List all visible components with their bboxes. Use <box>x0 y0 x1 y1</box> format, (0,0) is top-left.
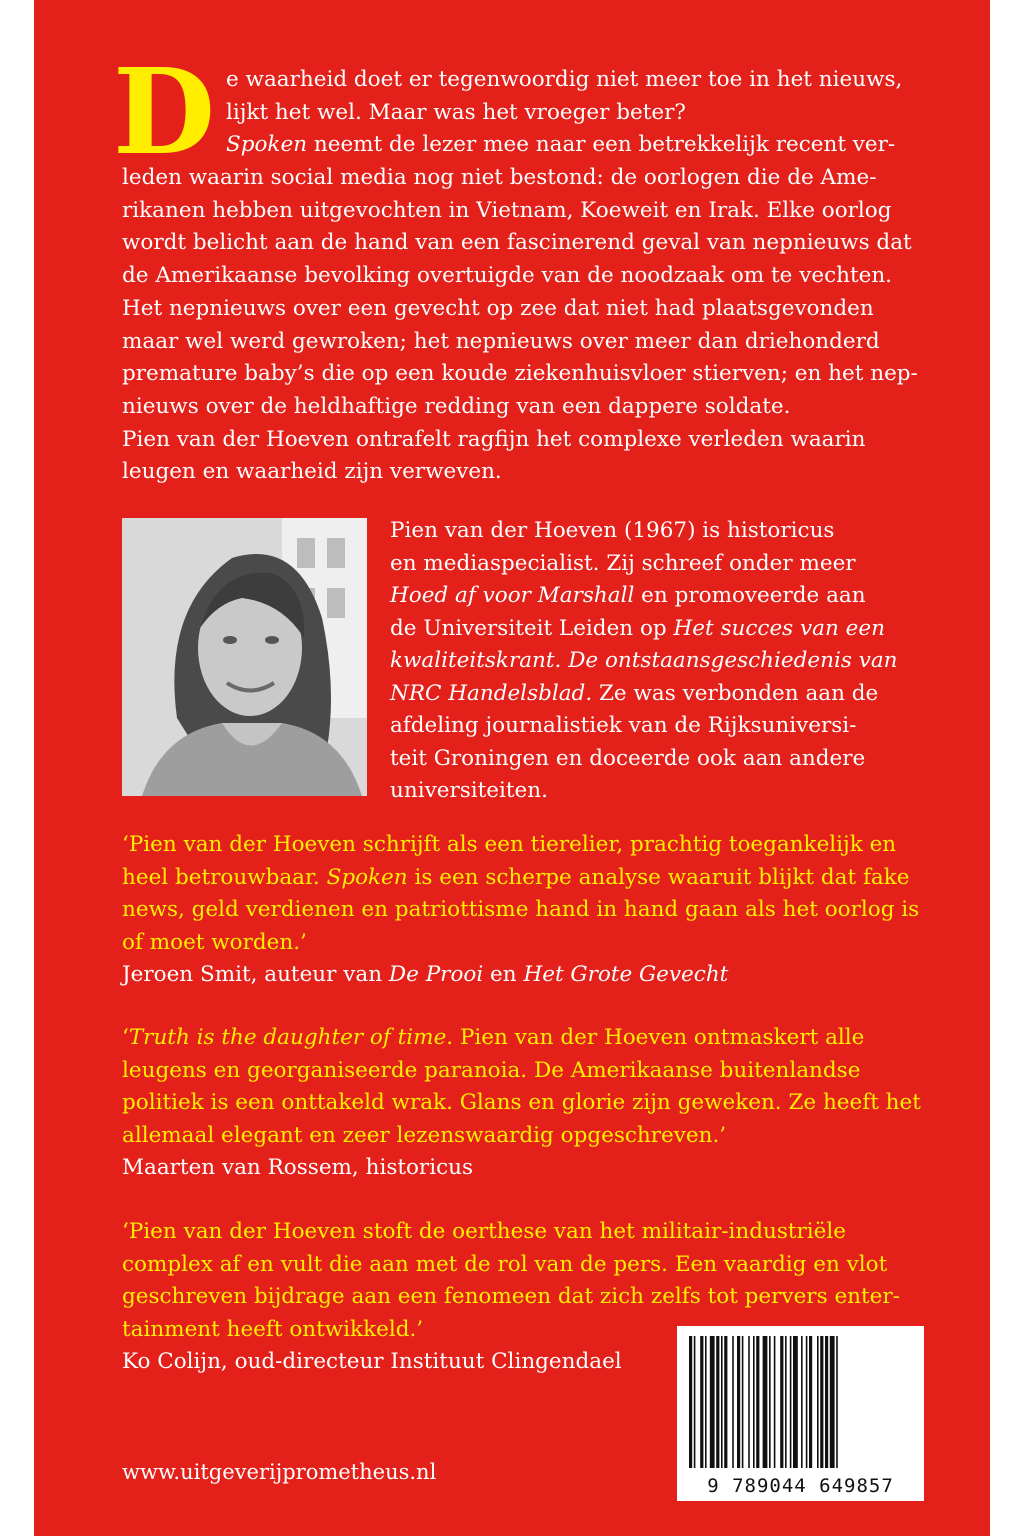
review-quote <box>122 1022 921 1185</box>
blurb-line: maar wel werd gewroken; het nepnieuws over meer dan driehonderd <box>122 328 880 354</box>
barcode-bar <box>756 1336 759 1468</box>
barcode-bar <box>820 1336 823 1468</box>
barcode-bar <box>809 1336 812 1468</box>
blurb-line: premature baby’s die op een koude ziekenhuisvloer stierven; en het nep- <box>122 361 918 387</box>
drop-cap: D <box>112 42 212 181</box>
barcode-bar <box>732 1336 734 1468</box>
blurb-line: nieuws over de heldhaftige redding van een dappere soldate. <box>122 393 791 419</box>
barcode-bar <box>710 1336 715 1468</box>
bio-line: universiteiten. <box>390 778 548 803</box>
barcode-bar <box>716 1336 719 1468</box>
barcode-bar <box>753 1336 755 1468</box>
bio-line: afdeling journalistiek van de Rijksuniversi- <box>390 713 857 738</box>
blurb-line: leugen en waarheid zijn verweven. <box>122 459 502 485</box>
blurb-line: de Amerikaanse bevolking overtuigde van de noodzaak om te vechten. <box>122 263 893 289</box>
bio-line: teit Groningen en doceerde ook aan andere <box>390 745 866 771</box>
barcode-bar <box>763 1336 768 1468</box>
quote-line: heel betrouwbaar. Spoken is een scherpe analyse waaruit blijkt dat fake <box>122 864 910 890</box>
barcode-bar <box>825 1336 828 1468</box>
blurb-line: Spoken neemt de lezer mee naar een betrekkelijk recent ver- <box>226 132 896 158</box>
bio-line: en mediaspecialist. Zij schreef onder meer <box>390 550 856 576</box>
blurb-line: rikanen hebben uitgevochten in Vietnam, Koeweit en Irak. Elke oorlog <box>122 197 892 223</box>
quote-line: of moet worden.’ <box>122 929 307 955</box>
barcode <box>677 1326 924 1501</box>
quote-attribution: Ko Colijn, oud-directeur Instituut Clingendael <box>122 1349 622 1374</box>
blurb-line: wordt belicht aan de hand van een fascinerend geval van nepnieuws dat <box>122 230 912 256</box>
bio-line: kwaliteitskrant. De ontstaansgeschiedenis van <box>390 648 898 673</box>
author-bio <box>390 515 898 808</box>
blurb <box>122 64 918 489</box>
bio-line: Pien van der Hoeven (1967) is historicus <box>390 518 835 543</box>
barcode-bar <box>836 1336 838 1468</box>
barcode-bar <box>780 1336 783 1468</box>
blurb-line: lijkt het wel. Maar was het vroeger beter? <box>226 99 686 125</box>
publisher-website: www.uitgeverijprometheus.nl <box>122 1460 437 1484</box>
quote-line: ‘Pien van der Hoeven stoft de oerthese van het militair-industriële <box>122 1219 846 1244</box>
barcode-bar <box>774 1336 776 1468</box>
quote-line: ‘Pien van der Hoeven schrijft als een tierelier, prachtig toegankelijk en <box>122 832 897 857</box>
barcode-bar <box>785 1336 787 1468</box>
quote-line: allemaal elegant en zeer lezenswaardig opgeschreven.’ <box>122 1122 727 1148</box>
barcode-bar <box>694 1336 696 1468</box>
blurb-line: Het nepnieuws over een gevecht op zee dat niet had plaatsgevonden <box>122 295 874 321</box>
quote-attribution: Jeroen Smit, auteur van De Prooi en Het Grote Gevecht <box>122 962 729 987</box>
barcode-bar <box>748 1336 750 1468</box>
barcode-bar <box>737 1336 740 1468</box>
quote-line: tainment heeft ontwikkeld.’ <box>122 1316 424 1342</box>
barcode-bar <box>700 1336 703 1468</box>
blurb-line: leden waarin social media nog niet bestond: de oorlogen die de Ame- <box>122 165 877 191</box>
barcode-bar <box>742 1336 744 1468</box>
quote-line: ‘Truth is the daughter of time. Pien van der Hoeven ontmaskert alle <box>122 1025 865 1050</box>
quote-line: leugens en georganiseerde paranoia. De Amerikaanse buitenlandse <box>122 1057 861 1083</box>
barcode-bar <box>689 1336 692 1468</box>
barcode-bar <box>830 1336 835 1468</box>
author-photo <box>122 518 367 796</box>
barcode-bar <box>806 1336 808 1468</box>
barcode-bar <box>724 1336 727 1468</box>
barcode-bar <box>705 1336 707 1468</box>
quote-attribution: Maarten van Rossem, historicus <box>122 1155 474 1180</box>
blurb-line: e waarheid doet er tegenwoordig niet meer toe in het nieuws, <box>226 67 903 92</box>
bio-line: Hoed af voor Marshall en promoveerde aan <box>390 583 866 608</box>
barcode-bar <box>721 1336 723 1468</box>
quote-line: geschreven bijdrage aan een fenomeen dat zich zelfs tot pervers enter- <box>122 1284 900 1309</box>
blurb-line: Pien van der Hoeven ontrafelt ragfijn het complexe verleden waarin <box>122 426 866 452</box>
isbn-number: 9 789044 649857 <box>707 1475 894 1497</box>
barcode-bars <box>687 1336 914 1468</box>
barcode-bar <box>817 1336 819 1468</box>
quote-line: politiek is een onttakeld wrak. Glans en glorie zijn geweken. Ze heeft het <box>122 1090 921 1115</box>
barcode-bar <box>769 1336 771 1468</box>
review-quote <box>122 829 920 992</box>
bio-line: NRC Handelsblad. Ze was verbonden aan de <box>390 680 879 706</box>
quote-line: news, geld verdienen en patriottisme hand in hand gaan als het oorlog is <box>122 897 920 922</box>
barcode-bar <box>790 1336 792 1468</box>
barcode-bar <box>801 1336 803 1468</box>
quote-line: complex af en vult die aan met de rol van de pers. Een vaardig en vlot <box>122 1251 888 1277</box>
barcode-bar <box>793 1336 798 1468</box>
bio-line: de Universiteit Leiden op Het succes van een <box>390 615 885 641</box>
